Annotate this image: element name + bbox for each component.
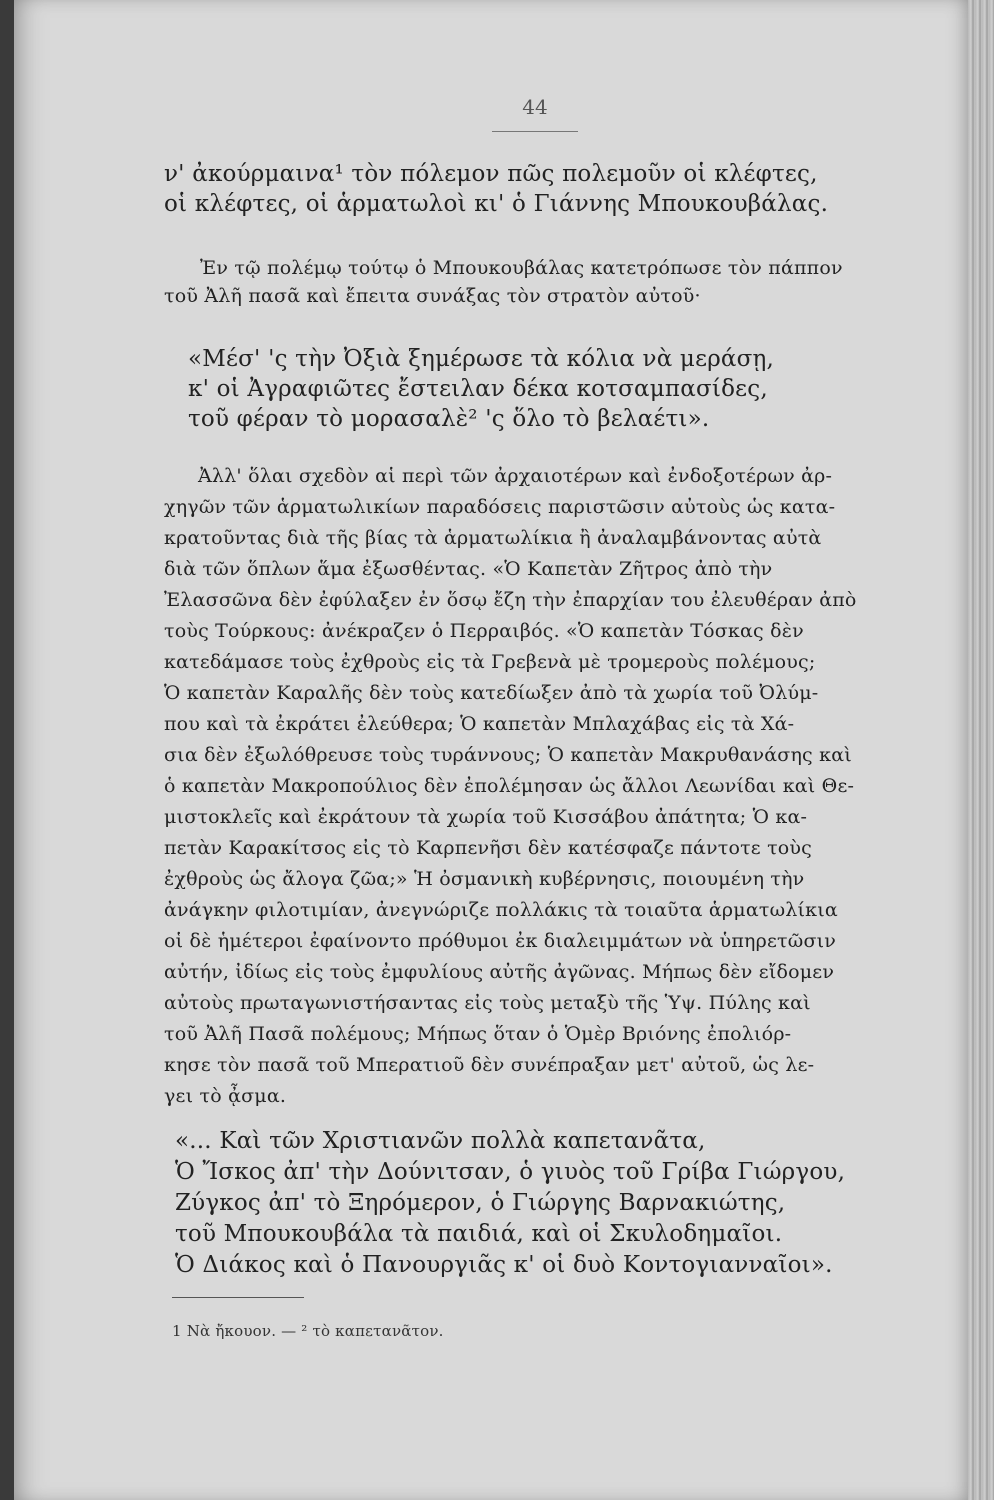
- verse-line: Ὁ Διάκος καὶ ὁ Πανουργιᾶς κ' οἱ δυὸ Κοντογιανναῖοι».: [175, 1252, 833, 1278]
- footnote-rule: [172, 1297, 304, 1298]
- paragraph-line: Ἐν τῷ πολέμῳ τούτῳ ὁ Μπουκουβάλας κατετρόπωσε τὸν πάππον: [200, 257, 843, 279]
- paragraph-line: ὁ καπετὰν Μακροπούλιος δὲν ἐπολέμησαν ὡς ἄλλοι Λεωνίδαι καὶ Θε-: [164, 775, 855, 797]
- verse-line: Ὁ Ἴσκος ἀπ' τὴν Δούνιτσαν, ὁ γιυὸς τοῦ Γρίβα Γιώργου,: [175, 1159, 846, 1185]
- verse-line: «Μέσ' 'ς τὴν Ὀξιὰ ξημέρωσε τὰ κόλια νὰ μεράσῃ,: [188, 346, 775, 372]
- paragraph-line: κρατοῦντας διὰ τῆς βίας τὰ ἁρματωλίκια ἢ ἀναλαμβάνοντας αὐτὰ: [164, 527, 822, 549]
- paragraph-line: μιστοκλεῖς καὶ ἐκράτουν τὰ χωρία τοῦ Κισσάβου ἀπάτητα; Ὁ κα-: [164, 806, 808, 828]
- paragraph-line: που καὶ τὰ ἐκράτει ἐλεύθερα; Ὁ καπετὰν Μπλαχάβας εἰς τὰ Χά-: [164, 713, 795, 735]
- footnote: 1 Νὰ ἤκουον. — ² τὸ καπετανᾶτον.: [172, 1322, 444, 1340]
- paragraph-line: κατεδάμασε τοὺς ἐχθροὺς εἰς τὰ Γρεβενὰ μὲ τρομεροὺς πολέμους;: [164, 651, 816, 673]
- paragraph-line: Ὁ καπετὰν Καραλῆς δὲν τοὺς κατεδίωξεν ἀπὸ τὰ χωρία τοῦ Ὀλύμ-: [164, 682, 819, 704]
- header-rule: [492, 131, 578, 132]
- paragraph-line: αὐτήν, ἰδίως εἰς τοὺς ἐμφυλίους αὐτῆς ἀγῶνας. Μήπως δὲν εἴδομεν: [164, 961, 835, 983]
- verse-line: τοῦ φέραν τὸ μορασαλὲ² 'ς ὅλο τὸ βελαέτι».: [188, 406, 710, 432]
- verse-line: οἱ κλέφτες, οἱ ἁρματωλοὶ κι' ὁ Γιάννης Μπουκουβάλας.: [164, 191, 829, 217]
- paragraph-line: τοὺς Τούρκους: ἀνέκραζεν ὁ Περραιβός. «Ὁ καπετὰν Τόσκας δὲν: [164, 620, 804, 642]
- paragraph-line: σια δὲν ἐξωλόθρευσε τοὺς τυράννους; Ὁ καπετὰν Μακρυθανάσης καὶ: [164, 744, 852, 766]
- paragraph-line: τοῦ Ἀλῆ Πασᾶ πολέμους; Μήπως ὅταν ὁ Ὁμὲρ Βριόνης ἐπολιόρ-: [164, 1023, 792, 1045]
- paragraph-line: Ἐλασσῶνα δὲν ἐφύλαξεν ἐν ὅσῳ ἔζη τὴν ἐπαρχίαν του ἐλευθέραν ἀπὸ: [164, 589, 857, 611]
- verse-line: «... Καὶ τῶν Χριστιανῶν πολλὰ καπετανᾶτα,: [175, 1128, 706, 1154]
- paragraph-line: διὰ τῶν ὅπλων ἅμα ἐξωσθέντας. «Ὁ Καπετὰν Ζῆτρος ἀπὸ τὴν: [164, 558, 773, 580]
- verse-line: ν' ἀκούρμαινα¹ τὸν πόλεμον πῶς πολεμοῦν οἱ κλέφτες,: [164, 161, 818, 187]
- paragraph-line: τοῦ Ἀλῆ πασᾶ καὶ ἔπειτα συνάξας τὸν στρατὸν αὐτοῦ·: [164, 285, 701, 307]
- verse-line: τοῦ Μπουκουβάλα τὰ παιδιά, καὶ οἱ Σκυλοδημαῖοι.: [175, 1221, 783, 1247]
- paragraph-line: γει τὸ ᾆσμα.: [164, 1085, 287, 1107]
- verse-line: κ' οἱ Ἀγραφιῶτες ἔστειλαν δέκα κοτσαμπασίδες,: [188, 376, 768, 402]
- paragraph-line: κησε τὸν πασᾶ τοῦ Μπερατιοῦ δὲν συνέπραξαν μετ' αὐτοῦ, ὡς λε-: [164, 1054, 815, 1076]
- paragraph-line: οἱ δὲ ἡμέτεροι ἐφαίνοντο πρόθυμοι ἐκ διαλειμμάτων νὰ ὑπηρετῶσιν: [164, 930, 837, 952]
- paragraph-line: χηγῶν τῶν ἁρματωλικίων παραδόσεις παριστῶσιν αὐτοὺς ὡς κατα-: [164, 496, 836, 518]
- paragraph-line: πετὰν Καρακίτσος εἰς τὸ Καρπενῆσι δὲν κατέσφαζε πάντοτε τοὺς: [164, 837, 813, 859]
- verse-line: Ζύγκος ἀπ' τὸ Ξηρόμερον, ὁ Γιώργης Βαρνακιώτης,: [175, 1190, 786, 1216]
- page-edges: [968, 0, 994, 1500]
- paragraph-line: ἀνάγκην φιλοτιμίαν, ἀνεγνώριζε πολλάκις τὰ τοιαῦτα ἁρματωλίκια: [164, 899, 838, 921]
- paragraph-line: ἐχθροὺς ὡς ἄλογα ζῶα;» Ἡ ὀσμανικὴ κυβέρνησις, ποιουμένη τὴν: [164, 868, 805, 890]
- page-number: 44: [522, 95, 548, 119]
- scan-left-border: [0, 0, 14, 1500]
- paragraph-line: αὐτοὺς πρωταγωνιστήσαντας εἰς τοὺς μεταξὺ τῆς Ὑψ. Πύλης καὶ: [164, 992, 811, 1014]
- paragraph-line: Ἀλλ' ὅλαι σχεδὸν αἱ περὶ τῶν ἀρχαιοτέρων καὶ ἐνδοξοτέρων ἀρ-: [198, 465, 833, 487]
